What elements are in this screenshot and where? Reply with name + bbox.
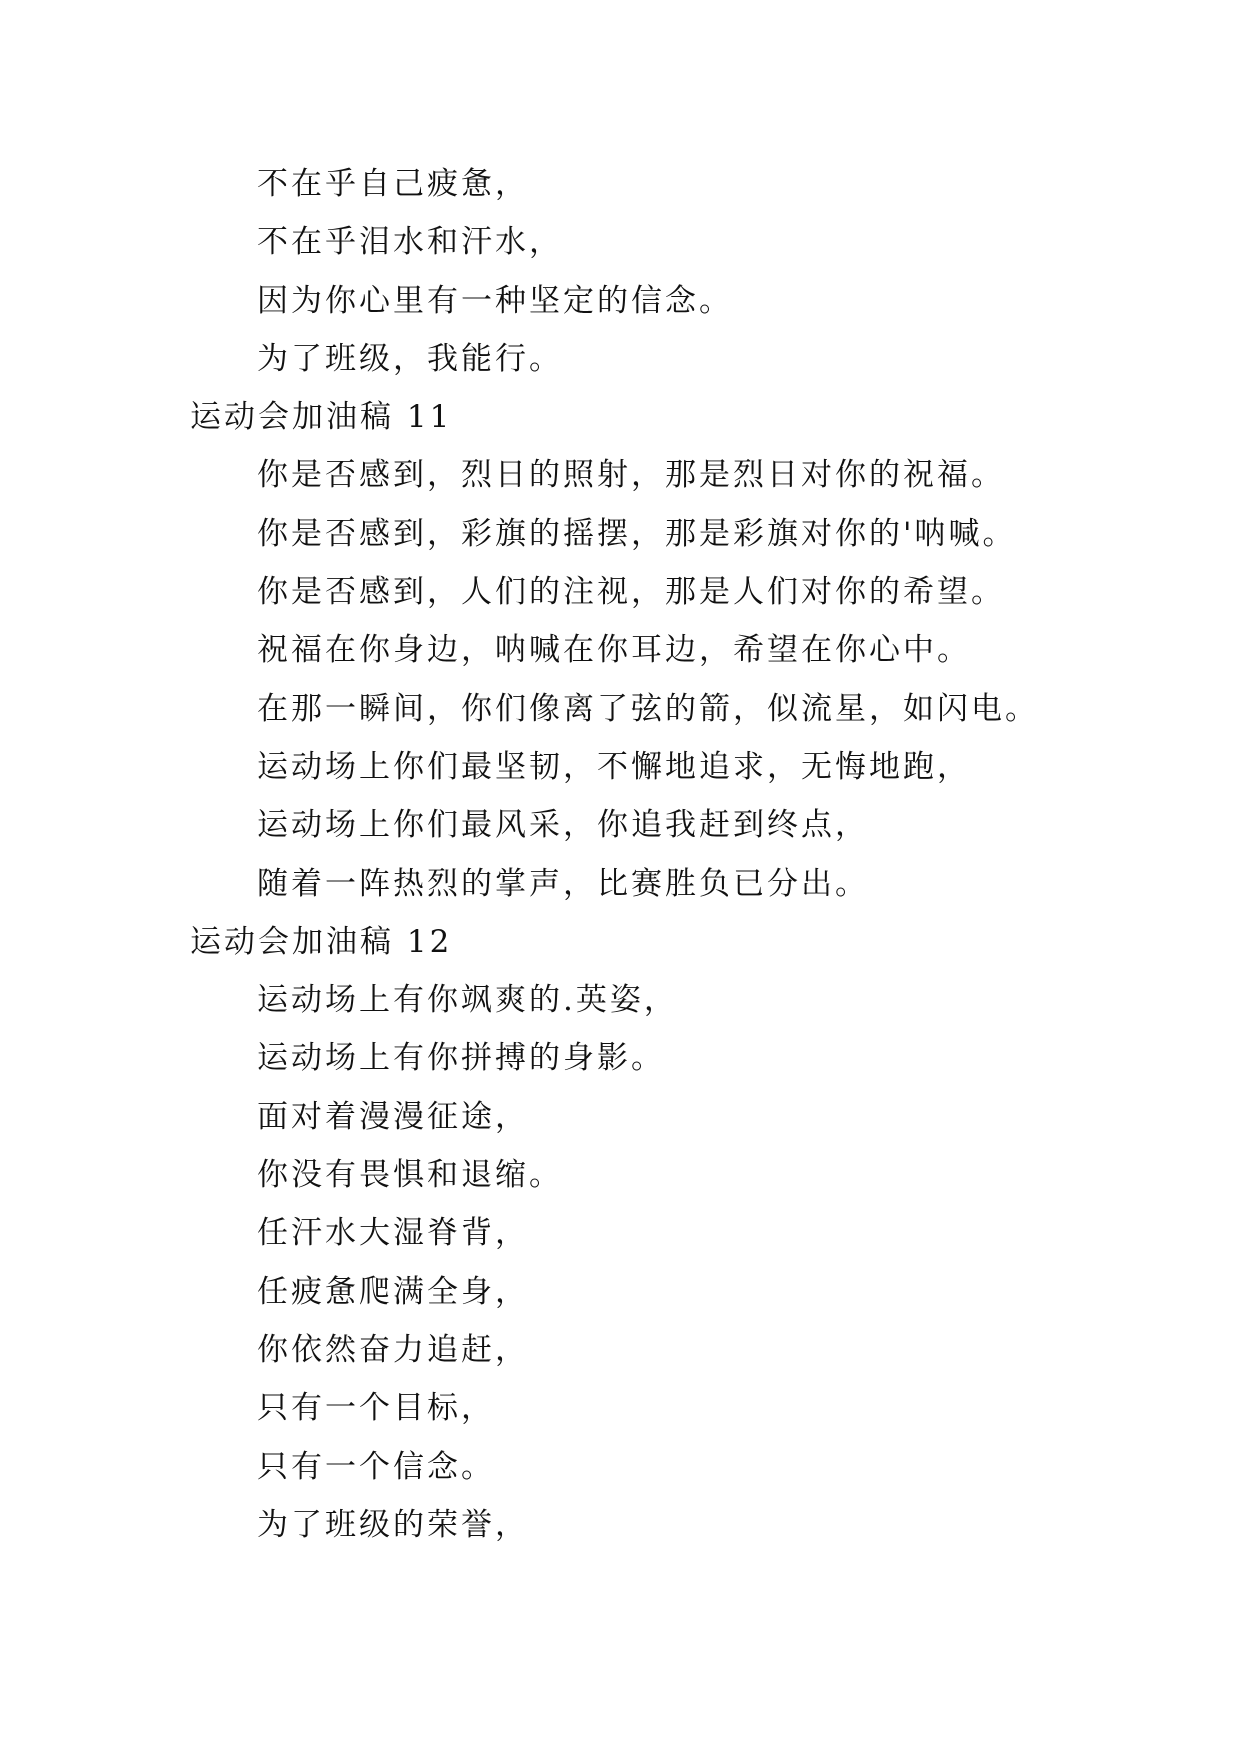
text-line: 不在乎自己疲惫， bbox=[257, 166, 529, 202]
text-line: 你没有畏惧和退缩。 bbox=[257, 1157, 563, 1194]
text-line: 你是否感到，人们的注视，那是人们对你的希望。 bbox=[257, 574, 1005, 611]
text-line: 为了班级，我能行。 bbox=[257, 340, 563, 377]
text-line: 因为你心里有一种坚定的信念。 bbox=[257, 282, 733, 319]
document-body bbox=[190, 155, 1090, 1554]
text-line: 在那一瞬间，你们像离了弦的箭，似流星，如闪电。 bbox=[257, 690, 1039, 727]
section-heading-12: 运动会加油稿 12 bbox=[190, 923, 453, 960]
section-heading-11: 运动会加油稿 11 bbox=[190, 399, 453, 436]
text-line: 任疲惫爬满全身， bbox=[257, 1273, 529, 1310]
text-line: 运动场上有你拼搏的身影。 bbox=[257, 1040, 665, 1077]
text-line: 祝福在你身边，呐喊在你耳边，希望在你心中。 bbox=[257, 632, 971, 669]
text-line: 只有一个信念。 bbox=[257, 1448, 495, 1485]
text-line: 运动场上你们最坚韧，不懈地追求，无悔地跑， bbox=[257, 748, 971, 785]
text-line: 为了班级的荣誉， bbox=[257, 1506, 529, 1543]
text-line: 不在乎泪水和汗水， bbox=[257, 224, 563, 261]
text-line: 你是否感到，彩旗的摇摆，那是彩旗对你的'呐喊。 bbox=[257, 515, 1017, 552]
text-line: 面对着漫漫征途， bbox=[257, 1098, 529, 1135]
text-line: 运动场上有你飒爽的.英姿， bbox=[257, 982, 678, 1019]
text-line: 你依然奋力追赶， bbox=[257, 1331, 529, 1368]
text-line: 只有一个目标， bbox=[257, 1390, 495, 1427]
text-line: 你是否感到，烈日的照射，那是烈日对你的祝福。 bbox=[257, 457, 1005, 494]
text-line: 任汗水大湿脊背， bbox=[257, 1215, 529, 1252]
text-line: 随着一阵热烈的掌声，比赛胜负已分出。 bbox=[257, 865, 869, 902]
text-line: 运动场上你们最风采，你追我赶到终点， bbox=[257, 807, 869, 844]
